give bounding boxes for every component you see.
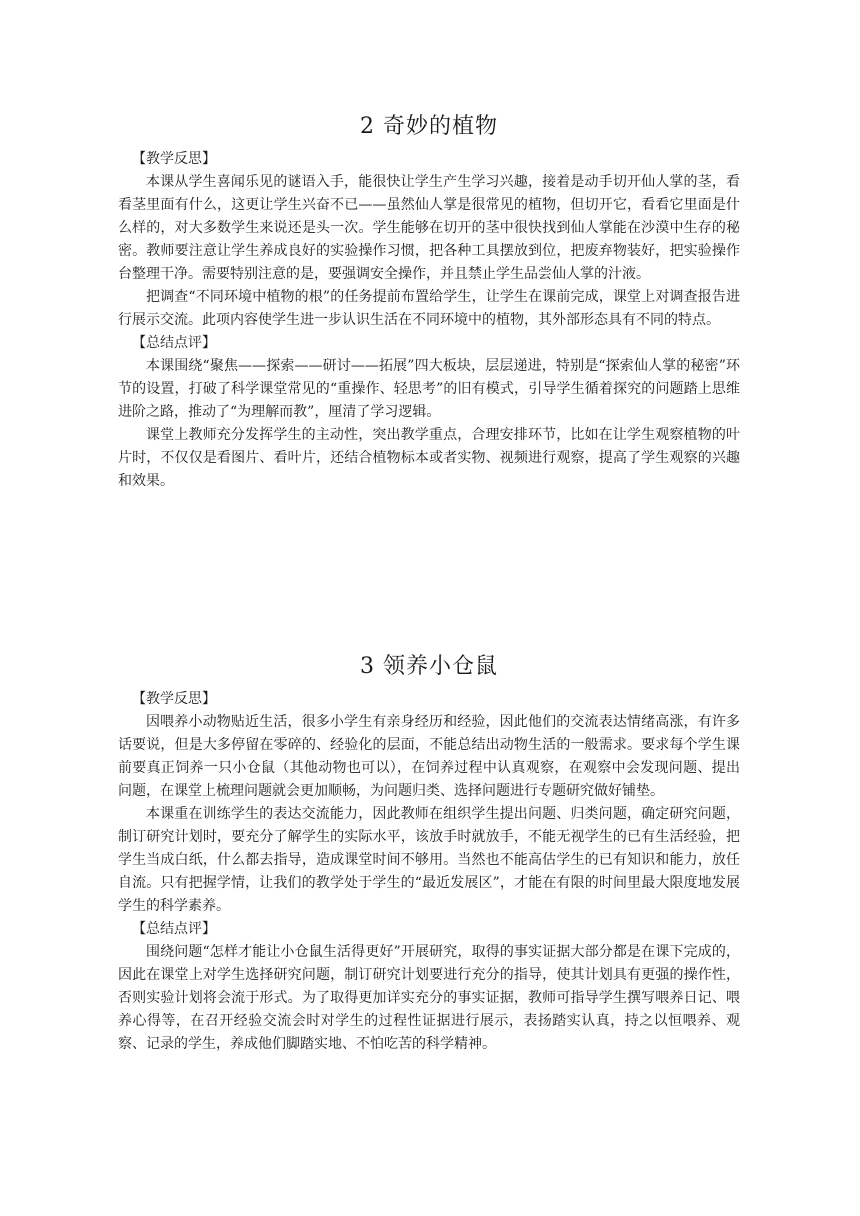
reflection-paragraph: 本课重在训练学生的表达交流能力，因此教师在组织学生提出问题、归类问题，确定研究问题，制订研究计划时，要充分了解学生的实际水平，该放手时就放手，不能无视学生的已有生活经验，把学生当成白纸，什么都去指导，造成课堂时间不够用。当然也不能高估学生的已有知识和能力，放任自流。只有把握学情，让我们的教学处于学生的“最近发展区”，才能在有限的时间里最大限度地发展学生的科学素养。 — [118, 806, 740, 914]
summary-paragraph: 围绕问题“怎样才能让小仓鼠生活得更好”开展研究，取得的事实证据大部分都是在课下完成的，因此在课堂上对学生选择研究问题，制订研究计划要进行充分的指导，使其计划具有更强的操作性，否则实验计划将会流于形式。为了取得更加详实充分的事实证据，教师可指导学生撰写喂养日记、喂养心得等，在召开经验交流会时对学生的过程性证据进行展示，表扬踏实认真，持之以恒喂养、观察、记录的学生，养成他们脚踏实地、不怕吃苦的科学精神。 — [118, 944, 740, 1052]
summary-heading: 【总结点评】 — [132, 335, 216, 351]
lesson-section-hamster — [118, 652, 740, 1056]
summary-heading: 【总结点评】 — [132, 921, 216, 937]
reflection-heading: 【教学反思】 — [132, 691, 216, 707]
section-title: 2 奇妙的植物 — [360, 114, 498, 139]
summary-paragraph: 课堂上教师充分发挥学生的主动性，突出教学重点，合理安排环节，比如在让学生观察植物的叶片时，不仅仅是看图片、看叶片，还结合植物标本或者实物、视频进行观察，提高了学生观察的兴趣和效果。 — [118, 427, 740, 489]
section-title: 3 领养小仓鼠 — [360, 654, 498, 679]
reflection-heading: 【教学反思】 — [132, 151, 216, 167]
reflection-paragraph: 本课从学生喜闻乐见的谜语入手，能很快让学生产生学习兴趣，接着是动手切开仙人掌的茎，看看茎里面有什么，这更让学生兴奋不已——虽然仙人掌是很常见的植物，但切开它，看看它里面是什么样的，对大多数学生来说还是头一次。学生能够在切开的茎中很快找到仙人掌能在沙漠中生存的秘密。教师要注意让学生养成良好的实验操作习惯，把各种工具摆放到位，把废弃物装好，把实验操作台整理干净。需要特别注意的是，要强调安全操作，并且禁止学生品尝仙人掌的汁液。 — [118, 174, 740, 282]
reflection-paragraph: 把调查“不同环境中植物的根”的任务提前布置给学生，让学生在课前完成，课堂上对调查报告进行展示交流。此项内容使学生进一步认识生活在不同环境中的植物，其外部形态具有不同的特点。 — [118, 289, 740, 328]
lesson-section-plants — [118, 112, 740, 493]
summary-paragraph: 本课围绕“聚焦——探索——研讨——拓展”四大板块，层层递进，特别是“探索仙人掌的秘密”环节的设置，打破了科学课堂常见的“重操作、轻思考”的旧有模式，引导学生循着探究的问题踏上思维进阶之路，推动了“为理解而教”，厘清了学习逻辑。 — [118, 358, 740, 420]
reflection-paragraph: 因喂养小动物贴近生活，很多小学生有亲身经历和经验，因此他们的交流表达情绪高涨，有许多话要说，但是大多停留在零碎的、经验化的层面，不能总结出动物生活的一般需求。要求每个学生课前要真正饲养一只小仓鼠（其他动物也可以），在饲养过程中认真观察，在观察中会发现问题、提出问题，在课堂上梳理问题就会更加顺畅，为问题归类、选择问题进行专题研究做好铺垫。 — [118, 714, 740, 799]
